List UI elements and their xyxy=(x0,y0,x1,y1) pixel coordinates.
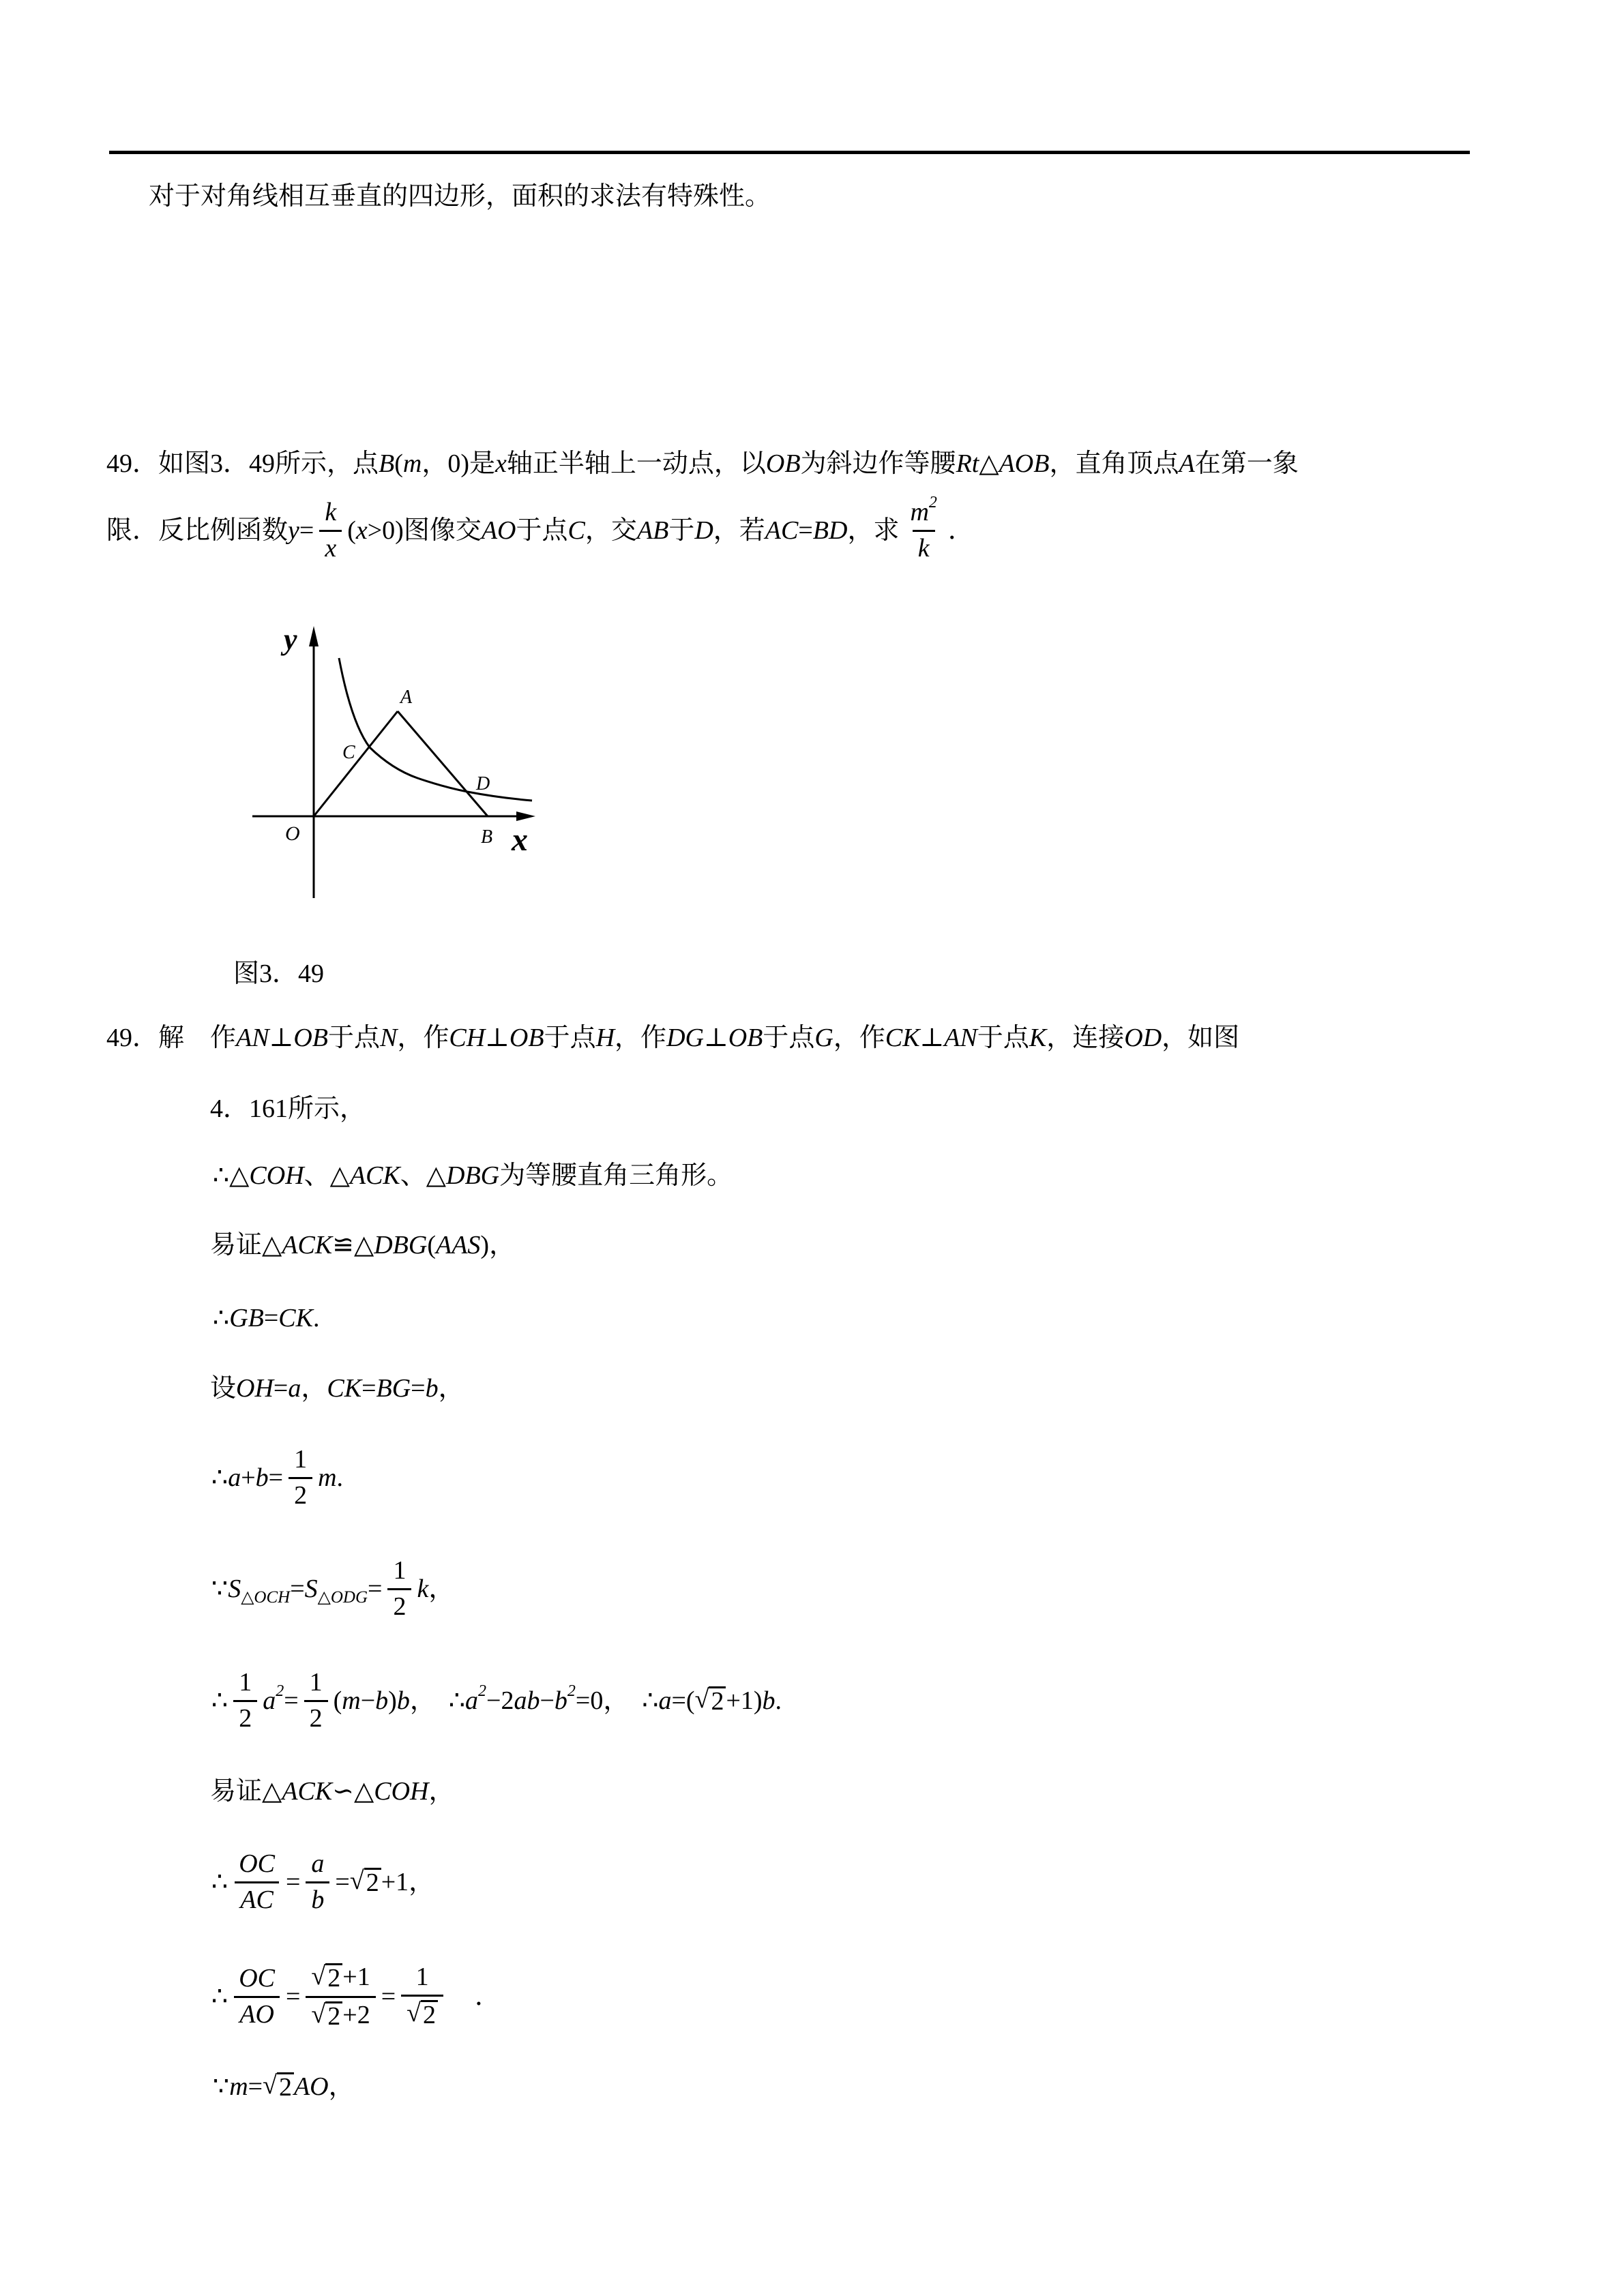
intro-text: 对于对角线相互垂直的四边形，面积的求法有特殊性。 xyxy=(149,182,771,211)
solution-line-11: ∴ $\frac{OC}{AC}$ = $\frac{a}{b}$ = √ 2 +1， xyxy=(211,1849,435,1914)
solution-line-2: 4．161所示， xyxy=(210,1094,366,1123)
hyperbola-curve xyxy=(339,658,532,801)
x-axis-arrow-icon xyxy=(516,811,535,821)
segment-OA xyxy=(314,711,398,816)
solution-line-3: ∴△ COH 、△ ACK 、△ DBG 为等腰直角三角形。 xyxy=(213,1161,733,1190)
label-C: C xyxy=(342,742,355,763)
figure-graph xyxy=(239,614,552,914)
solution-line-5: ∴ GB = CK . xyxy=(213,1304,320,1332)
solution-line-12: ∴ $\frac{OC}{AO}$ = √ 2 +1 √ 2 +2 = 1 √ 2 ． xyxy=(211,1961,501,2031)
solution-line-8: ∵ S △OCH = S △ODG = $\frac{1}{2}$ k ， xyxy=(211,1555,455,1621)
solution-line-1: 49．解 作 AN ⊥ OB 于点 N ，作 CH ⊥ OB 于点 H ，作 DG ⊥ OB 于点 G ，作 CK ⊥ AN 于点 K ，连接 OD ，如图 xyxy=(106,1024,1240,1052)
label-A: A xyxy=(400,687,413,708)
solution-line-7: ∴ a + b = $\frac{1}{2}$ m . xyxy=(211,1444,344,1510)
label-B: B xyxy=(481,826,493,848)
section-divider xyxy=(109,151,1470,154)
label-O: O xyxy=(285,822,300,845)
segment-AB xyxy=(398,711,488,816)
problem-line-1: 49．如图3．49所示，点 B ( m ，0)是 x 轴正半轴上一动点，以 OB 为斜边作等腰 Rt △ AOB ，直角顶点 A 在第一象 xyxy=(106,449,1299,478)
solution-line-10: 易证△ ACK ∽△ COH ， xyxy=(210,1777,455,1806)
figure-caption: 图3．49 xyxy=(233,959,325,988)
solution-line-4: 易证△ ACK ≌△ DBG ( AAS )， xyxy=(210,1231,516,1259)
solution-line-13: ∵ m = √ 2 AO ， xyxy=(213,2070,355,2102)
solution-line-9: ∴ $\frac{1}{2}$ a 2 = $\frac{1}{2}$ ( m − b ) b ， ∴ a 2 −2 ab − b 2 =0， ∴ a =( √ 2 +1) b . xyxy=(211,1667,782,1733)
label-x: x xyxy=(512,822,528,858)
solution-line-6: 设 OH = a ， CK = BG = b ， xyxy=(210,1374,464,1403)
label-D: D xyxy=(476,773,490,794)
problem-line-2: 限．反比例函数 y = $\frac{k}{x}$ ( x >0)图像交 AO 于点 C ，交 AB 于 D ，若 AC = BD ，求 m 2 k ． xyxy=(106,493,974,563)
y-axis-arrow-icon xyxy=(309,626,319,646)
label-y: y xyxy=(284,623,297,656)
